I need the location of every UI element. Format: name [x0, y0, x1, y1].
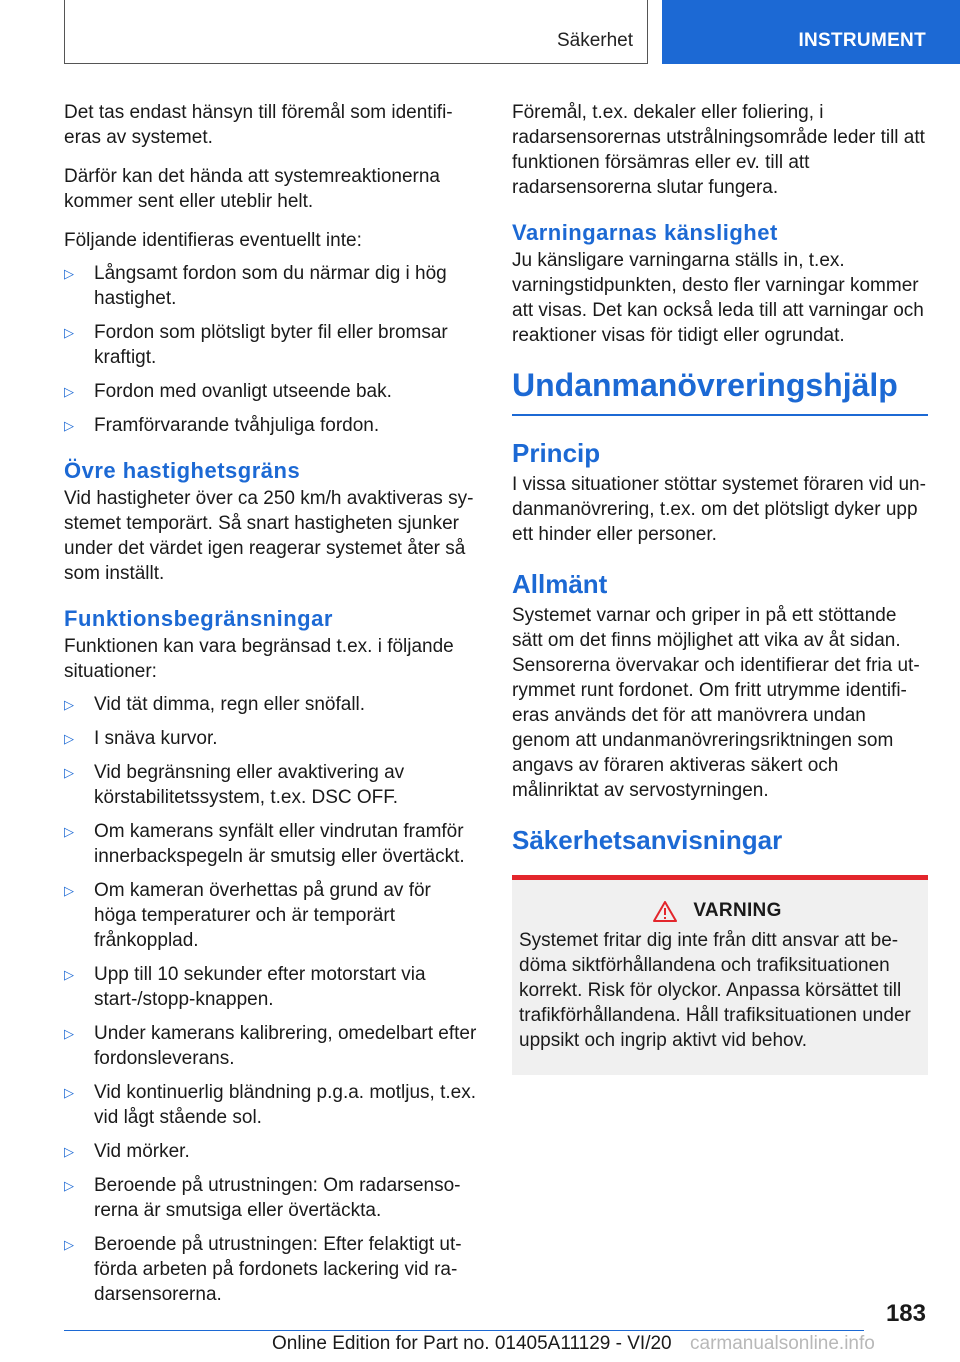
warning-text: Systemet fritar dig inte från ditt ansvar att bedöma siktförhållandena och trafiksituationen korrekt. Risk för olyckor. Anpassa körsättet till trafikförhållandena. Håll trafiksituationen under uppsikt och ingrip aktivt vid behov. [519, 930, 911, 1051]
triangle-bullet-icon: ▷ [64, 418, 74, 433]
triangle-bullet-icon: ▷ [64, 697, 74, 712]
triangle-bullet-icon: ▷ [64, 967, 74, 982]
list-item: ▷ Framförvarande tvåhjuliga fordon. [64, 415, 380, 436]
paragraph-general: Systemet varnar och griper in på ett stöttande sätt om det finns möjlighet att vika av åt sidan. Sensorerna övervakar och identifierar det fria utrymmet runt fordonet. Om fritt utrymme identifieras används det för att manövrera undan genom att undanmanövreringsriktningen som angavs av föraren aktiveras säkert och målinriktat av servostyrningen. [512, 605, 920, 801]
triangle-bullet-icon: ▷ [64, 1237, 74, 1252]
triangle-bullet-icon: ▷ [64, 883, 74, 898]
page-number: 183 [885, 1300, 926, 1327]
header-section-tab [64, 0, 648, 64]
triangle-bullet-icon: ▷ [64, 1178, 74, 1193]
list-item: ▷ I snäva kurvor. [64, 728, 218, 749]
triangle-bullet-icon: ▷ [64, 731, 74, 746]
header-chapter-label: INSTRUMENT [798, 30, 926, 51]
list-item: ▷ Fordon som plötsligt byter fil eller bromsar kraftigt. [64, 322, 448, 368]
function-limits-list [64, 692, 478, 1307]
paragraph-function-limits: Funktionen kan vara begränsad t.ex. i följande situationer: [64, 636, 454, 682]
list-item: ▷ Vid begränsning eller avaktivering av körstabilitetssystem, t.ex. DSC OFF. [64, 762, 405, 808]
list-item: ▷ Långsamt fordon som du närmar dig i hög hastighet. [64, 263, 447, 309]
footer-divider [64, 1330, 864, 1331]
triangle-bullet-icon: ▷ [64, 1144, 74, 1159]
heading-upper-speed-limit: Övre hastighetsgräns [64, 458, 301, 483]
heading-evasion-aid: Undanmanövreringshjälp [512, 366, 928, 416]
header-chapter-tab [662, 0, 960, 64]
heading-function-limits: Funktionsbegränsningar [64, 606, 333, 631]
list-item: ▷ Beroende på utrustningen: Om radarsensorerna är smutsiga eller övertäckta. [64, 1175, 461, 1221]
warning-triangle-icon [653, 901, 677, 922]
list-item: ▷ Om kamerans synfält eller vindrutan framför innerbackspegeln är smutsig eller övertäckt. [64, 821, 465, 867]
paragraph-radar-objects: Föremål, t.ex. dekaler eller foliering, i radarsensorernas utstrålningsområde leder till att funktionen försämras eller ev. till att radarsensorerna slutar fungera. [512, 102, 925, 198]
triangle-bullet-icon: ▷ [64, 824, 74, 839]
list-item: ▷ Vid kontinuerlig bländning p.g.a. motljus, t.ex. vid lågt stående sol. [64, 1082, 476, 1128]
list-item: ▷ Beroende på utrustningen: Efter felaktigt utförda arbeten på fordonets lackering vid radarsensorerna. [64, 1234, 462, 1305]
list-item: ▷ Om kameran överhettas på grund av för höga temperaturer och är temporärt frånkopplad. [64, 880, 431, 951]
triangle-bullet-icon: ▷ [64, 325, 74, 340]
list-item: ▷ Fordon med ovanligt utseende bak. [64, 381, 392, 402]
triangle-bullet-icon: ▷ [64, 1026, 74, 1041]
right-column [512, 100, 928, 1075]
triangle-bullet-icon: ▷ [64, 384, 74, 399]
heading-safety-notes: Säkerhetsanvisningar [512, 825, 783, 855]
warning-title-row [519, 900, 916, 922]
paragraph-warning-sensitivity: Ju känsligare varningarna ställs in, t.ex. varningstidpunkten, desto fler varningar kommer att visas. Det kan också leda till att varningar och reaktioner visas för tidigt eller ogrundat. [512, 250, 924, 346]
triangle-bullet-icon: ▷ [64, 1085, 74, 1100]
warning-box [512, 875, 928, 1075]
heading-principle: Princip [512, 438, 601, 468]
paragraph-not-identified: Följande identifieras eventuellt inte: [64, 230, 362, 251]
paragraph-upper-speed-limit: Vid hastigheter över ca 250 km/h avaktiveras systemet temporärt. Så snart hastigheten sjunker under det värdet igen reagerar systemet åter så som inställt. [64, 488, 474, 584]
list-item: ▷ Vid mörker. [64, 1141, 190, 1162]
list-item: ▷ Upp till 10 sekunder efter motorstart via start-/stopp-knappen. [64, 964, 426, 1010]
list-item: ▷ Under kamerans kalibrering, omedelbart efter fordonsleverans. [64, 1023, 477, 1069]
paragraph-late-reaction: Därför kan det hända att systemreaktionerna kommer sent eller uteblir helt. [64, 166, 440, 212]
paragraph-identified: Det tas endast hänsyn till föremål som identifieras av systemet. [64, 102, 453, 148]
footer-edition: Online Edition for Part no. 01405A11129 - VI/20 [272, 1333, 672, 1354]
not-identified-list [64, 261, 478, 438]
list-item: ▷ Vid tät dimma, regn eller snöfall. [64, 694, 366, 715]
watermark: carmanualsonline.info [690, 1333, 875, 1354]
header-section-label: Säkerhet [556, 30, 633, 51]
triangle-bullet-icon: ▷ [64, 266, 74, 281]
heading-warning-sensitivity: Varningarnas känslighet [512, 220, 778, 245]
triangle-bullet-icon: ▷ [64, 765, 74, 780]
left-column [64, 100, 478, 1316]
paragraph-principle: I vissa situationer stöttar systemet föraren vid undanmanövrering, t.ex. om det plötsligt dyker upp ett hinder eller personer. [512, 474, 926, 545]
warning-title: VARNING [693, 900, 782, 921]
heading-general: Allmänt [512, 569, 608, 599]
